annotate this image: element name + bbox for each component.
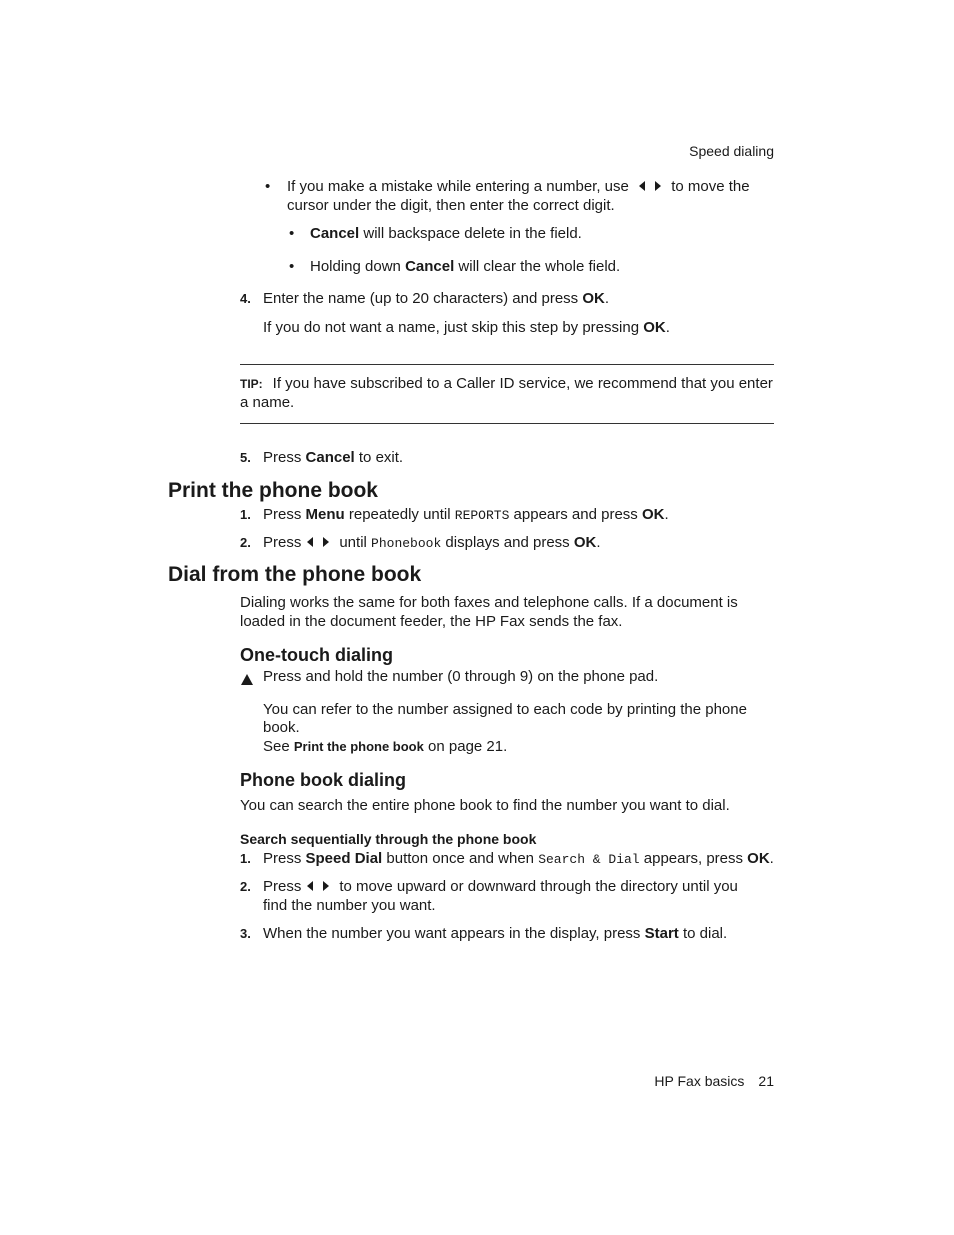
step-text: Press [263, 449, 306, 466]
sub-bullet-text: will backspace delete in the field. [359, 225, 582, 242]
running-footer [654, 1072, 774, 1091]
ok-key-label: OK [582, 290, 605, 307]
cancel-key-label: Cancel [305, 449, 355, 466]
intro-bullet-text-end: to move the [671, 178, 750, 195]
note-text: If you do not want a name, just skip this step by pressing [263, 319, 644, 336]
step-number: 2. [240, 535, 251, 550]
sub-bullet-cancel [310, 224, 582, 243]
search-step-3 [263, 924, 727, 943]
step-text: Press [263, 534, 302, 551]
step-text: Press [263, 850, 306, 867]
phone-book-desc: You can search the entire phone book to find the number you want to dial. [240, 797, 730, 814]
menu-key-label: Menu [305, 506, 345, 523]
step-number: 1. [240, 507, 251, 522]
right-arrow-icon [323, 881, 329, 891]
print-step-1 [263, 505, 669, 525]
step-text: Press [263, 506, 306, 523]
search-step-2 [263, 877, 738, 896]
cancel-key-label: Cancel [310, 225, 360, 242]
step-number: 3. [240, 926, 251, 941]
print-step-2 [263, 533, 601, 553]
start-key-label: Start [644, 925, 679, 942]
ok-key-label: OK [643, 319, 666, 336]
ok-key-label: OK [573, 534, 597, 551]
sub-bullet-hold-cancel [310, 257, 620, 276]
see-text-end: on page 21. [423, 738, 508, 755]
punct: . [604, 290, 610, 307]
running-header: Speed dialing [689, 143, 774, 159]
subheading-search-sequentially: Search sequentially through the phone book [240, 831, 537, 847]
tip-label: TIP: [240, 377, 263, 391]
one-touch-step-icon [241, 670, 253, 689]
one-touch-step: Press and hold the number (0 through 9) on the phone pad. [263, 668, 659, 685]
footer-section: HP Fax basics [654, 1073, 745, 1089]
dial-para-line1: Dialing works the same for both faxes and telephone calls. If a document is [240, 594, 738, 611]
step-text: When the number you want appears in the display, press [263, 925, 645, 942]
step-text: to move upward or downward through the directory until you [339, 878, 738, 895]
step-text-end: to dial. [678, 925, 728, 942]
display-text: Search & Dial [538, 852, 640, 867]
step-5 [263, 448, 403, 467]
left-arrow-icon [639, 181, 645, 191]
left-arrow-icon [307, 537, 313, 547]
ok-key-label: OK [641, 506, 665, 523]
step-text: repeatedly until [344, 506, 455, 523]
speed-dial-key-label: Speed Dial [305, 850, 383, 867]
intro-bullet [287, 177, 777, 196]
heading-print-phone-book: Print the phone book [168, 479, 378, 502]
search-step-2-line2: find the number you want. [263, 897, 436, 914]
display-text: REPORTS [454, 508, 510, 523]
step-number: 1. [240, 851, 251, 866]
one-touch-see [263, 737, 507, 756]
sub-bullet-prefix: Holding down [310, 258, 406, 275]
see-text: See [263, 738, 294, 755]
step-triangle-icon [241, 674, 253, 685]
step-text: displays and press [441, 534, 574, 551]
step-text: until [339, 534, 367, 551]
step-number: 2. [240, 879, 251, 894]
intro-bullet-line2: cursor under the digit, then enter the correct digit. [287, 197, 615, 214]
punct: . [664, 506, 669, 523]
heading-phone-book-dialing: Phone book dialing [240, 770, 406, 790]
bullet-dot: • [289, 258, 295, 275]
step-text-end: to exit. [354, 449, 404, 466]
tip-top-rule [240, 364, 774, 365]
cross-reference-link[interactable]: Print the phone book [293, 739, 424, 754]
cancel-key-label: Cancel [405, 258, 455, 275]
step-number: 4. [240, 291, 251, 306]
sub-bullet-text: will clear the whole field. [454, 258, 621, 275]
tip-block [240, 374, 780, 394]
step-4 [263, 289, 609, 308]
punct: . [665, 319, 670, 336]
display-text: Phonebook [371, 536, 442, 551]
one-touch-ref-line1: You can refer to the number assigned to each code by printing the phone [263, 701, 747, 718]
ok-key-label: OK [747, 850, 770, 867]
tip-bottom-rule [240, 423, 774, 424]
step-text: appears and press [509, 506, 642, 523]
step-text: button once and when [382, 850, 539, 867]
step-text: Enter the name (up to 20 characters) and press [263, 290, 583, 307]
right-arrow-icon [655, 181, 661, 191]
step-number: 5. [240, 450, 251, 465]
heading-one-touch: One-touch dialing [240, 645, 393, 665]
intro-bullet-text: If you make a mistake while entering a number, use [287, 178, 629, 195]
one-touch-ref-line2: book. [263, 719, 300, 736]
left-arrow-icon [307, 881, 313, 891]
bullet-dot: • [289, 225, 295, 242]
heading-dial-phone-book: Dial from the phone book [168, 563, 422, 586]
bullet-dot: • [265, 178, 271, 195]
punct: . [769, 850, 774, 867]
tip-line2: a name. [240, 394, 295, 411]
search-step-1 [263, 849, 774, 869]
step-text: appears, press [639, 850, 748, 867]
dial-para-line2: loaded in the document feeder, the HP Fax sends the fax. [240, 613, 623, 630]
right-arrow-icon [323, 537, 329, 547]
punct: . [596, 534, 601, 551]
tip-text: If you have subscribed to a Caller ID service, we recommend that you enter [272, 375, 773, 392]
page-number: 21 [758, 1073, 774, 1089]
step-text: Press [263, 878, 302, 895]
step-4-note [263, 318, 670, 337]
